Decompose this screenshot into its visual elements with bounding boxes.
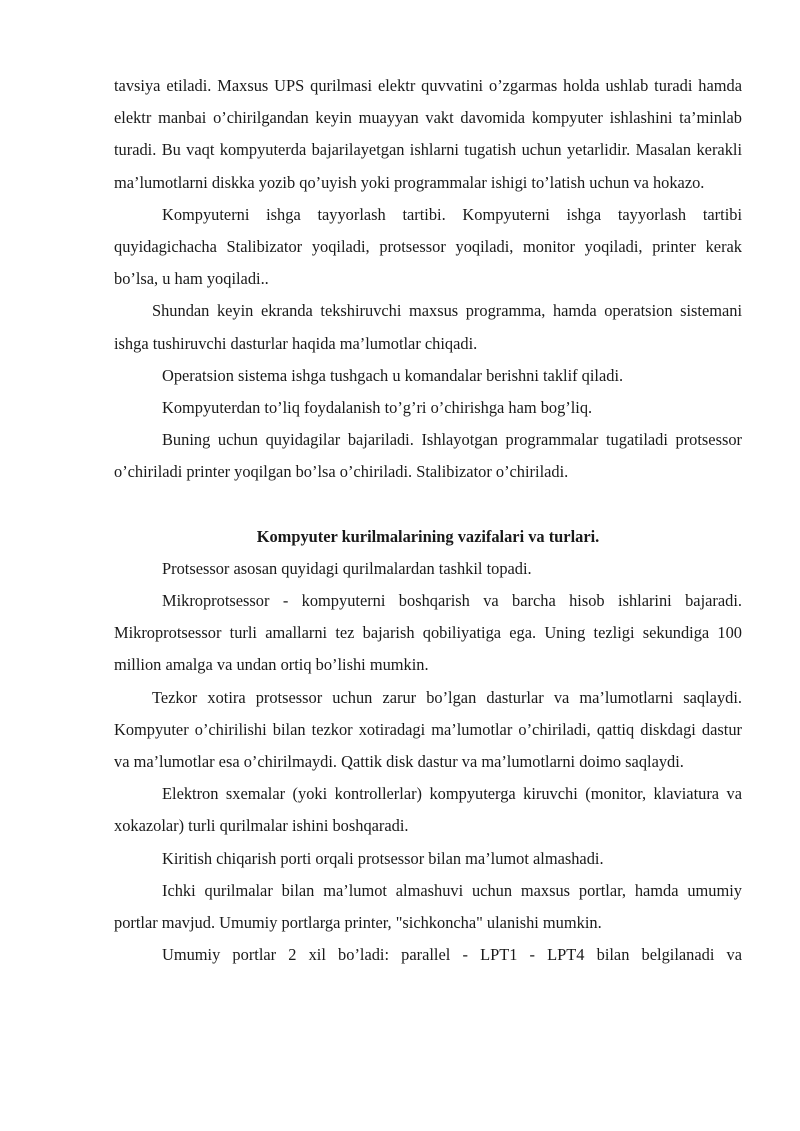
paragraph-controllers: Elektron sxemalar (yoki kontrollerlar) kompyuterga kiruvchi (monitor, klaviatura va xokazolar) turli qurilmalar ishini boshqaradi.	[114, 784, 742, 836]
paragraph-processor-components: Protsessor asosan quyidagi qurilmalardan tashkil topadi.	[162, 558, 532, 578]
paragraph-port-types: Umumiy portlar 2 xil bo’ladi: parallel - LPT1 - LPT4 bilan belgilanadi va	[162, 945, 742, 965]
paragraph-proper-shutdown: Kompyuterdan to’liq foydalanish to’g’ri o’chirishga ham bog’liq.	[162, 398, 593, 418]
document-body	[114, 70, 742, 971]
paragraph-os-start: Operatsion sistema ishga tushgach u komandalar berishni taklif qiladi.	[162, 365, 624, 385]
paragraph-microprocessor: Mikroprotsessor - kompyuterni boshqarish va barcha hisob ishlarini bajaradi. Mikroprotsessor turli amallarni tez bajarish qobiliyatiga ega. Uning tezligi sekundiga 100 million amalga va undan ortiq bo’lishi mumkin.	[114, 591, 742, 675]
paragraph-ram: Tezkor xotira protsessor uchun zarur bo’lgan dasturlar va ma’lumotlarni saqlaydi. Kompyuter o’chirilishi bilan tezkor xotiradagi ma’lumotlar o’chiriladi, qattiq diskdagi dastur va ma’lumotlar esa o’chirilmaydi. Qattik disk dastur va ma’lumotlarni doimo saqlaydi.	[114, 687, 742, 772]
paragraph-ports: Ichki qurilmalar bilan ma’lumot almashuvi uchun maxsus portlar, hamda umumiy portlar mavjud. Umumiy portlarga printer, "sichkoncha" ulanishi mumkin.	[114, 880, 742, 933]
section-heading: Kompyuter kurilmalarining vazifalari va turlari.	[256, 526, 600, 546]
paragraph-ups: tavsiya etiladi. Maxsus UPS qurilmasi elektr quvvatini o’zgarmas holda ushlab turadi hamda elektr manbai o’chirilgandan keyin muayyan vakt davomida kompyuter ishlashini ta’minlab turadi. Bu vaqt kompyuterda bajarilayetgan ishlarni tugatish uchun yetarlidir. Masalan kerakli ma’lumotlarni diskka yozib qo’uyish yoki programmalar ishigi to’latish uchun va hokazo.	[114, 76, 742, 192]
paragraph-preparation-order: Kompyuterni ishga tayyorlash tartibi. Kompyuterni ishga tayyorlash tartibi quyidagichacha Stalibizator yoqiladi, protsessor yoqiladi, monitor yoqiladi, printer kerak bo’lsa, u ham yoqiladi..	[114, 204, 742, 289]
paragraph-io-port: Kiritish chiqarish porti orqali protsessor bilan ma’lumot almashadi.	[162, 848, 604, 868]
paragraph-shutdown-steps: Buning uchun quyidagilar bajariladi. Ishlayotgan programmalar tugatiladi protsessor o’chiriladi printer yoqilgan bo’lsa o’chiriladi. Stalibizator o’chiriladi.	[114, 430, 742, 482]
paragraph-test-program: Shundan keyin ekranda tekshiruvchi maxsus programma, hamda operatsion sistemani ishga tushiruvchi dasturlar haqida ma’lumotlar chiqadi.	[114, 301, 742, 353]
